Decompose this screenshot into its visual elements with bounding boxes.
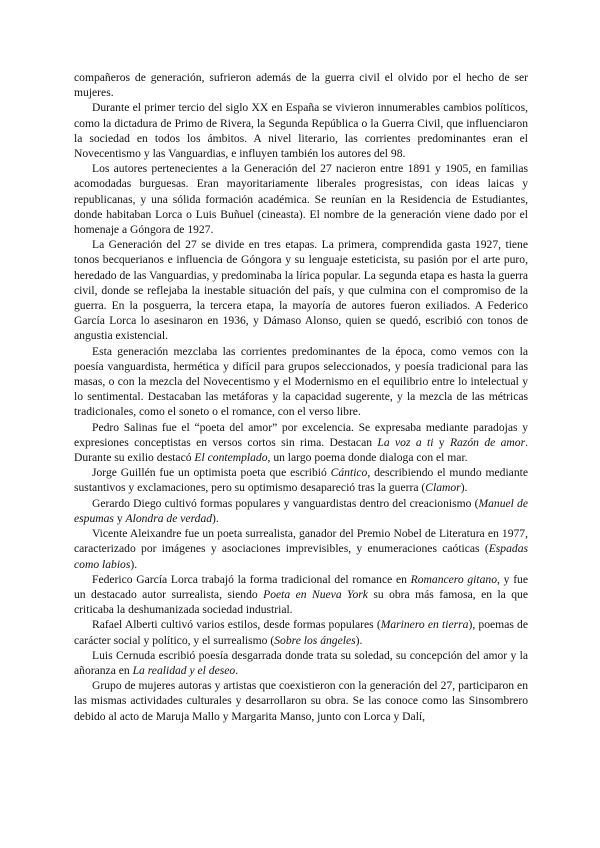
paragraph-text: su obra más famosa, en la que criticaba la deshumanizada sociedad industrial. <box>74 587 528 617</box>
body-paragraph <box>74 344 528 420</box>
body-paragraph <box>74 617 528 647</box>
paragraph-text: Vicente Aleixandre fue un poeta surrealista, ganador del Premio Nobel de Literatura en 1977, caracterizado por imágenes y asociaciones imprevisibles, y enumeraciones caóticas ( <box>74 527 528 556</box>
body-paragraph <box>74 678 528 724</box>
paragraph-text: , describiendo el mundo mediante sustantivos y exclamaciones, pero su optimismo desapareció tras la guerra ( <box>74 466 528 495</box>
paragraph-text: Los autores pertenecientes a la Generación del 27 nacieron entre 1891 y 1905, en familias acomodadas burguesas. Eran mayoritariamente liberales progresistas, con ideas laicas y republicanas, y una sólida formación académica. Se reunían en la Residencia de Estudiantes, donde habitaban Lorca o Luis Buñuel (cineasta). El nombre de la generación viene dado por el homenaje a Góngora de 1927. <box>74 162 528 237</box>
body-paragraph <box>74 100 528 161</box>
paragraph-text: y <box>433 435 450 449</box>
work-title: La voz a ti <box>377 435 434 449</box>
work-title: Romancero gitano <box>410 572 498 586</box>
work-title: Espadas como labios <box>74 542 528 571</box>
body-paragraph <box>74 70 528 100</box>
paragraph-text: , un largo poema donde dialoga con el mar. <box>267 451 468 465</box>
work-title: El contemplado <box>194 451 268 465</box>
paragraph-text: Durante el primer tercio del siglo XX en España se vivieron innumerables cambios políticos, como la dictadura de Primo de Rivera, la Segunda República o la Guerra Civil, que influenciaron la sociedad en todos los ámbitos. A nivel literario, las corrientes predominantes eran el Novecentismo y las Vanguardias, e influyen también los autores del 98. <box>74 101 528 161</box>
paragraph-text: Federico García Lorca trabajó la forma tradicional del romance en <box>92 572 411 586</box>
paragraph-text: ). <box>355 633 363 647</box>
body-paragraph <box>74 648 528 678</box>
paragraph-text: Rafael Alberti cultivó varios estilos, desde formas populares ( <box>92 618 381 632</box>
paragraph-text: Esta generación mezclaba las corrientes predominantes de la época, como vemos con la poesía vanguardista, hermética y difícil para grupos seleccionados, y poesía tradicional para las masas, o con la mezcla del Novecentismo y el Modernismo en el equilibrio entre lo intelectual y lo sentimental. Destacaban las metáforas y la capacidad sugerente, y la mezcla de las métricas tradicionales, como el soneto o el romance, con el verso libre. <box>74 344 528 419</box>
paragraph-text: Jorge Guillén fue un optimista poeta que escribió <box>92 466 331 480</box>
paragraph-text: Gerardo Diego cultivó formas populares y vanguardistas dentro del creacionismo ( <box>92 496 479 510</box>
paragraph-text: ). <box>130 557 138 571</box>
paragraph-text: Luis Cernuda escribió poesía desgarrada donde trata su soledad, su concepción del amor y la añoranza en <box>74 648 528 677</box>
paragraph-text: . <box>235 663 239 677</box>
work-title: Sobre los ángeles <box>274 633 356 647</box>
paragraph-text: ). <box>212 511 219 525</box>
body-paragraph <box>74 496 528 526</box>
body-paragraph <box>74 420 528 466</box>
paragraph-text: y <box>113 511 126 525</box>
body-paragraph <box>74 161 528 237</box>
work-title: Cántico <box>330 466 368 480</box>
work-title: Razón de amor <box>449 435 526 449</box>
work-title: Clamor <box>425 481 461 495</box>
work-title: Marinero en tierra <box>380 618 469 632</box>
paragraph-text: La Generación del 27 se divide en tres etapas. La primera, comprendida gasta 1927, tiene tonos becquerianos e influencia de Góngora y su lenguaje esteticista, su pasión por el arte puro, heredado de las Vanguardias, y predominaba la lírica popular. La segunda etapa es hasta la guerra civil, donde se reflejaba la inestable situación del país, y que culmina con el compromiso de la guerra. En la posguerra, la tercera etapa, la mayoría de autores fueron exiliados. A Federico García Lorca lo asesinaron en 1936, y Dámaso Alonso, quien se quedó, escribió con tonos de angustia existencial. <box>74 238 528 343</box>
paragraph-text: , y fue un destacado autor surrealista, siendo <box>74 572 528 601</box>
paragraph-text: . Durante su exilio destacó <box>74 435 529 465</box>
paragraph-text: Grupo de mujeres autoras y artistas que coexistieron con la generación del 27, participaron en las mismas actividades culturales y desarrollaron su obra. Se las conoce como las Sinsombrero debido al acto de Maruja Mallo y Margarita Manso, junto con Lorca y Dalí, <box>74 679 528 723</box>
body-paragraph <box>74 572 528 618</box>
body-paragraph <box>74 526 528 572</box>
work-title: Alondra de verdad <box>125 511 213 525</box>
body-paragraph <box>74 237 528 343</box>
paragraph-text: Pedro Salinas fue el “poeta del amor” por excelencia. Se expresaba mediante paradojas y expresiones conceptistas en versos cortos sin rima. Destacan <box>74 420 528 449</box>
work-title: La realidad y el deseo <box>132 663 236 677</box>
paragraph-text: ). <box>460 481 468 495</box>
work-title: Poeta en Nueva York <box>263 587 368 601</box>
paragraph-text: ), poemas de carácter social y político, y el surrealismo ( <box>74 618 528 647</box>
paragraph-text: compañeros de generación, sufrieron además de la guerra civil el olvido por el hecho de ser mujeres. <box>74 71 528 100</box>
work-title: Manuel de espumas <box>74 496 528 525</box>
body-paragraph <box>74 465 528 495</box>
